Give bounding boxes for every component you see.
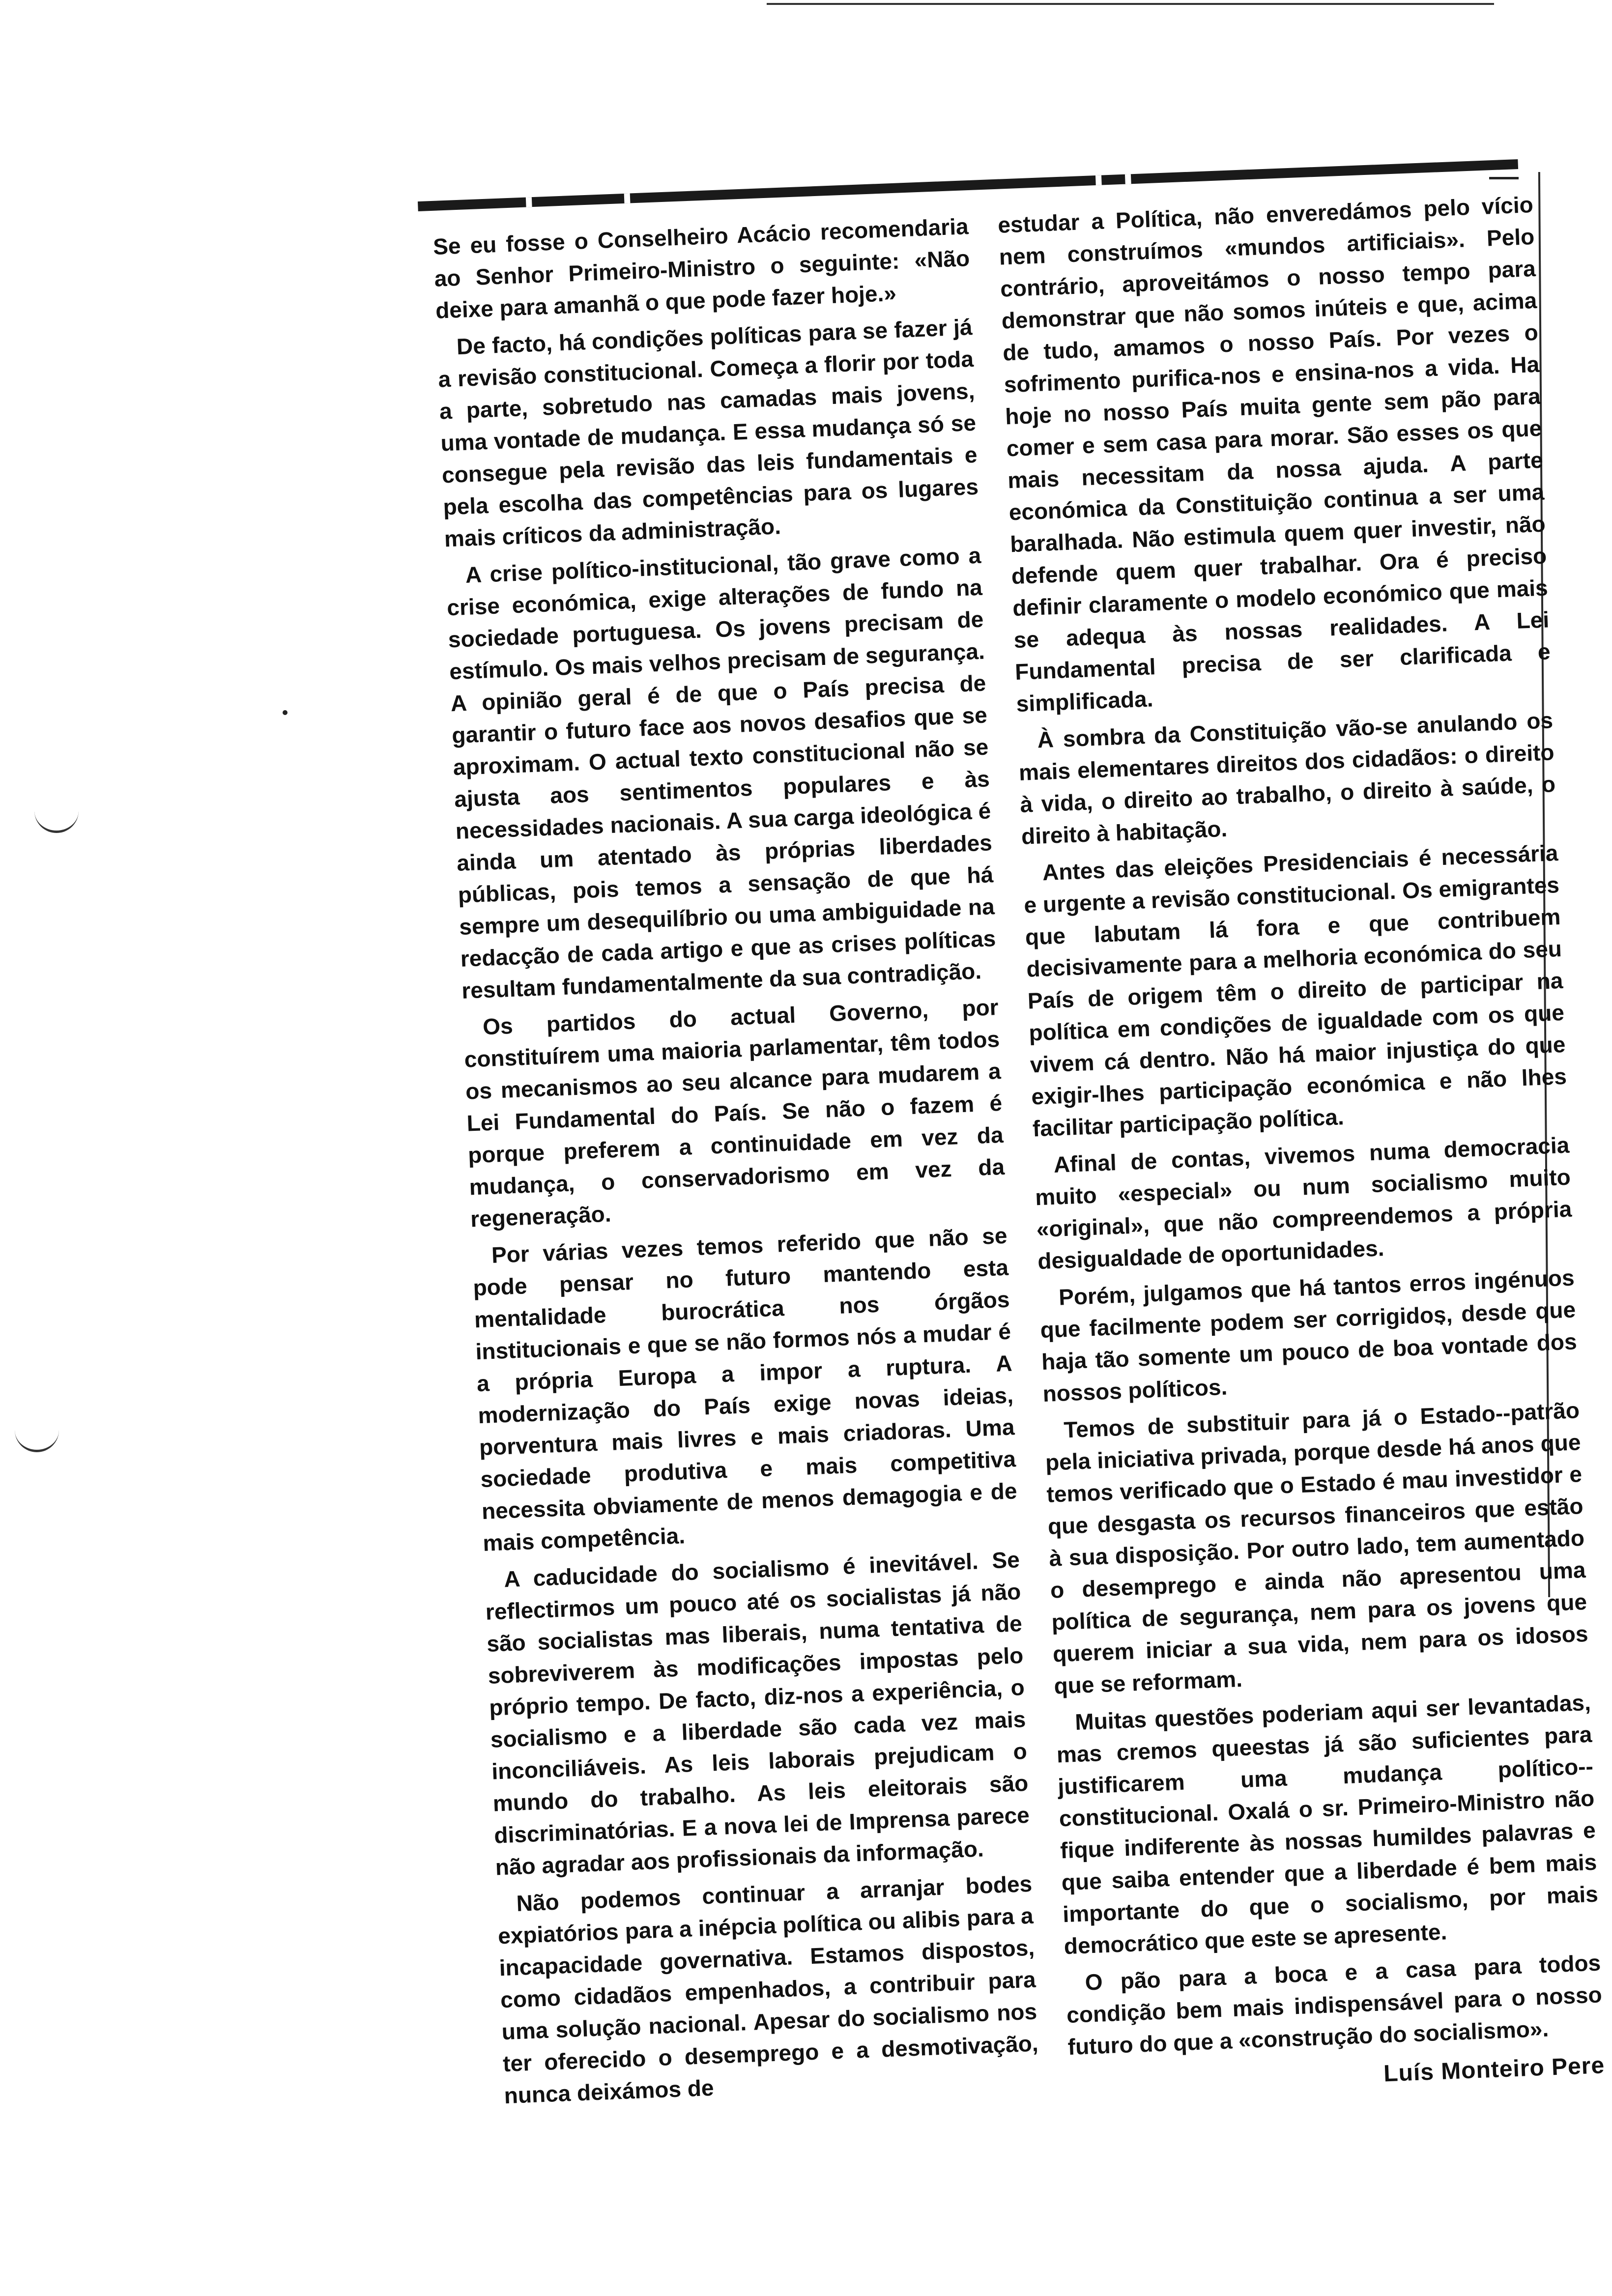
scan-page-curl <box>15 1430 59 1452</box>
article-paragraph: Antes das eleições Presidenciais é necessária e urgente a revisão constitucional. Os emigrantes que labutam lá fora e que contribuem decisivamente para a melhoria económica do seu País de origem têm o direito de participar na política em condições de igualdade com os que vivem cá dentro. Não há maior injustiça do que exigir-lhes participação económica e não lhes facilitar participação política. <box>1023 840 1567 1142</box>
article-paragraph: Muitas questões poderiam aqui ser levantadas, mas cremos queestas já são suficientes para justificarem uma mudança político--constitucional. Oxalá o sr. Primeiro-Ministro não fique indiferente às nossas humildes palavras e que saiba entender que a liberdade é bem mais importante do que o socialismo, por mais democrático que este se apresente. <box>1056 1689 1599 1959</box>
article-column-right <box>997 189 1605 2102</box>
article-paragraph: À sombra da Constituição vão-se anulando os mais elementares direitos dos cidadãos: o direito à vida, o direito ao trabalho, o direito à saúde, o direito à habitação. <box>1018 707 1556 849</box>
page-edge-mark <box>1489 177 1519 179</box>
scan-speck <box>283 710 288 715</box>
article-paragraph: Temos de substituir para já o Estado--patrão pela iniciativa privada, porque desde há anos que temos verificado que o Estado é mau investidor e que desgasta os recursos financeiros que estão à sua disposição. Por outro lado, tem aumentado o desemprego e ainda não apresentou uma política de segurança, nem para os jovens que querem iniciar a sua vida, nem para os idosos que se reformam. <box>1045 1397 1589 1699</box>
author-signature: Luís Monteiro Pere <box>1383 2052 1606 2087</box>
article-paragraph: estudar a Política, não enveredámos pelo vício nem construímos «mundos artificiais». Pelo contrário, aproveitámos o nosso tempo para demonstrar que não somos inúteis e que, acima de tudo, amamos o nosso País. Por vezes o sofrimento purifica-nos e ensina-nos a vida. Ha hoje no nosso País muita gente sem pão para comer e sem casa para morar. São esses os que mais necessitam da nossa ajuda. A parte económica da Constituição continua a ser uma baralhada. Não estimula quem quer investir, não defende quem quer trabalhar. Ora é preciso definir claramente o modelo económico que mais se adequa às nossas realidades. A Lei Fundamental precisa de ser clarificada e simplificada. <box>997 192 1551 717</box>
article-paragraph: Se eu fosse o Conselheiro Acácio recomendaria ao Senhor Primeiro-Ministro o seguinte: «Não deixe para amanhã o que pode fazer hoje.» <box>432 213 970 323</box>
article-paragraph: De facto, há condições políticas para se fazer já a revisão constitucional. Começa a florir por toda a parte, sobretudo nas camadas mais jovens, uma vontade de mudança. E essa mudança só se consegue pela revisão das leis fundamentais e pela escolha das competências para os lugares mais críticos da administração. <box>437 314 979 552</box>
article-paragraph: Por várias vezes temos referido que não se pode pensar no futuro mantendo esta mentalidade burocrática nos órgãos institucionais e que se não formos nós a mudar é a própria Europa a impor a ruptura. A modernização do País exige novas ideias, porventura mais livres e mais criadoras. Uma sociedade produtiva e mais competitiva necessita obviamente de menos demagogia e de mais competência. <box>472 1222 1018 1556</box>
article-paragraph: Os partidos do actual Governo, por constituírem uma maioria parlamentar, têm todos os mecanismos ao seu alcance para mudarem a Lei Fundamental do País. Se não o fazem é porque preferem a continuidade em vez da mudança, o conservadorismo em vez da regeneração. <box>463 994 1005 1232</box>
article-paragraph: Porém, julgamos que há tantos erros ingénuos que facilmente podem ser corrigidos, desde que haja tão somente um pouco de boa vontade dos nossos políticos. <box>1039 1264 1578 1407</box>
article-column-left <box>432 210 1040 2124</box>
article-body <box>432 188 1612 2124</box>
article-paragraph: O pão para a boca e a casa para todos condição bem mais indispensável para o nosso futuro do que a «construção do socialismo». <box>1066 1950 1603 2060</box>
article-paragraph: Não podemos continuar a arranjar bodes expiatórios para a inépcia política ou alibis para a incapacidade governativa. Estamos dispostos, como cidadãos empenhados, a contribuir para uma solução nacional. Apesar do socialismo nos ter oferecido o desemprego e a desmotivação, nunca deixámos de <box>497 1870 1039 2109</box>
article-paragraph: A crise político-institucional, tão grave como a crise económica, exige alterações de fundo na sociedade portuguesa. Os jovens precisam de estímulo. Os mais velhos precisam de segurança. A opinião geral é de que o País precisa de garantir o futuro face aos novos desafios que se aproximam. O actual texto constitucional não se ajusta aos sentimentos populares e às necessidades nacionais. A sua carga ideológica é ainda um atentado às próprias liberdades públicas, pois temos a sensação de que há sempre um desequilíbrio ou uma ambiguidade na redacção de cada artigo e que as crises políticas resultam fundamentalmente da sua contradição. <box>446 542 997 1004</box>
scan-page-curl <box>34 811 79 833</box>
article-paragraph: Afinal de contas, vivemos numa democracia muito «especial» ou num socialismo muito «original», que não compreendemos a própria desigualdade de oportunidades. <box>1035 1132 1573 1274</box>
scan-edge-line <box>767 3 1494 5</box>
article-paragraph: A caducidade do socialismo é inevitável. Se reflectirmos um pouco até os socialistas já não são socialistas mas liberais, numa tentativa de sobreviverem às modificações impostas pelo próprio tempo. De facto, diz-nos a experiência, o socialismo e a liberdade são cada vez mais inconciliáveis. As leis laborais prejudicam o mundo do trabalho. As leis eleitorais são discriminatórias. E a nova lei de Imprensa parece não agradar aos profissionais da informação. <box>485 1547 1030 1880</box>
